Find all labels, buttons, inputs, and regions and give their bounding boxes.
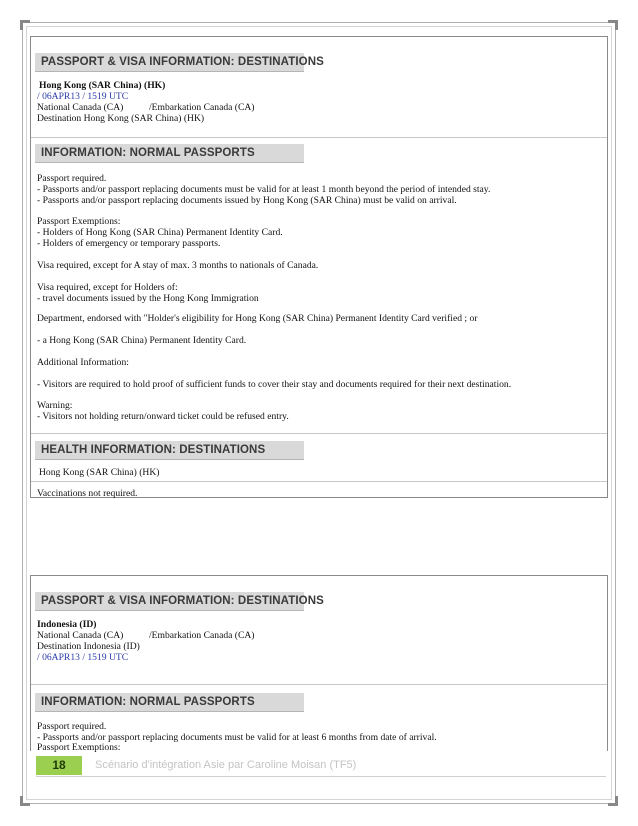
info-line: - Holders of emergency or temporary passports. [37, 238, 221, 249]
timestamp: / 06APR13 / 1519 UTC [37, 91, 129, 102]
destination-name: Hong Kong (SAR China) (HK) [39, 80, 166, 91]
corner-ornament [608, 796, 618, 806]
section-heading-normal-passports: INFORMATION: NORMAL PASSPORTS [35, 693, 304, 712]
section-heading-health: HEALTH INFORMATION: DESTINATIONS [35, 441, 304, 460]
section-heading-passport-visa: PASSPORT & VISA INFORMATION: DESTINATIONS [35, 592, 304, 611]
info-line: Department, endorsed with "Holder's eligibility for Hong Kong (SAR China) Permanent Identity Card verified ; or [37, 313, 478, 324]
national-label: National Canada (CA) [37, 102, 124, 113]
corner-ornament [608, 20, 618, 30]
destination-label: Destination Hong Kong (SAR China) (HK) [37, 113, 205, 124]
destination-card-hong-kong [30, 36, 608, 498]
national-label: National Canada (CA) [37, 630, 124, 641]
footer-rule [36, 776, 606, 777]
info-line: Additional Information: [37, 357, 129, 368]
info-line: - Visitors not holding return/onward ticket could be refused entry. [37, 411, 289, 422]
info-line: - Passports and/or passport replacing documents issued by Hong Kong (SAR China) must be valid on arrival. [37, 195, 457, 206]
info-line: - Passports and/or passport replacing documents must be valid for at least 6 months from date of arrival. [37, 732, 437, 743]
page-number-badge: 18 [36, 756, 82, 775]
section-divider [31, 137, 607, 138]
info-line: Passport Exemptions: [37, 742, 121, 753]
info-line: - Holders of Hong Kong (SAR China) Permanent Identity Card. [37, 227, 283, 238]
embarkation-label: /Embarkation Canada (CA) [149, 630, 255, 641]
info-line: Visa required, except for Holders of: [37, 282, 178, 293]
section-divider [31, 433, 607, 434]
section-divider [31, 684, 607, 685]
destination-label: Destination Indonesia (ID) [37, 641, 140, 652]
corner-ornament [20, 20, 30, 30]
info-line: Visa required, except for A stay of max. 3 months to nationals of Canada. [37, 260, 319, 271]
section-heading-normal-passports: INFORMATION: NORMAL PASSPORTS [35, 144, 304, 163]
info-line: - travel documents issued by the Hong Kong Immigration [37, 293, 259, 304]
info-line: - Visitors are required to hold proof of sufficient funds to cover their stay and documents required for their next destination. [37, 379, 512, 390]
footer-title: Scénario d'intégration Asie par Caroline Moisan (TF5) [95, 759, 357, 771]
timestamp: / 06APR13 / 1519 UTC [37, 652, 129, 663]
section-divider [31, 481, 607, 482]
info-line: Warning: [37, 400, 73, 411]
section-heading-passport-visa: PASSPORT & VISA INFORMATION: DESTINATIONS [35, 53, 304, 72]
info-line: Passport Exemptions: [37, 216, 121, 227]
info-line: Passport required. [37, 721, 107, 732]
destination-card-indonesia [30, 575, 608, 751]
corner-ornament [20, 796, 30, 806]
info-line: Passport required. [37, 173, 107, 184]
destination-name: Indonesia (ID) [37, 619, 97, 630]
health-note: Vaccinations not required. [37, 488, 138, 499]
info-line: - a Hong Kong (SAR China) Permanent Identity Card. [37, 335, 247, 346]
info-line: - Passports and/or passport replacing documents must be valid for at least 1 month beyond the period of intended stay. [37, 184, 491, 195]
embarkation-label: /Embarkation Canada (CA) [149, 102, 255, 113]
health-destination: Hong Kong (SAR China) (HK) [39, 467, 160, 478]
